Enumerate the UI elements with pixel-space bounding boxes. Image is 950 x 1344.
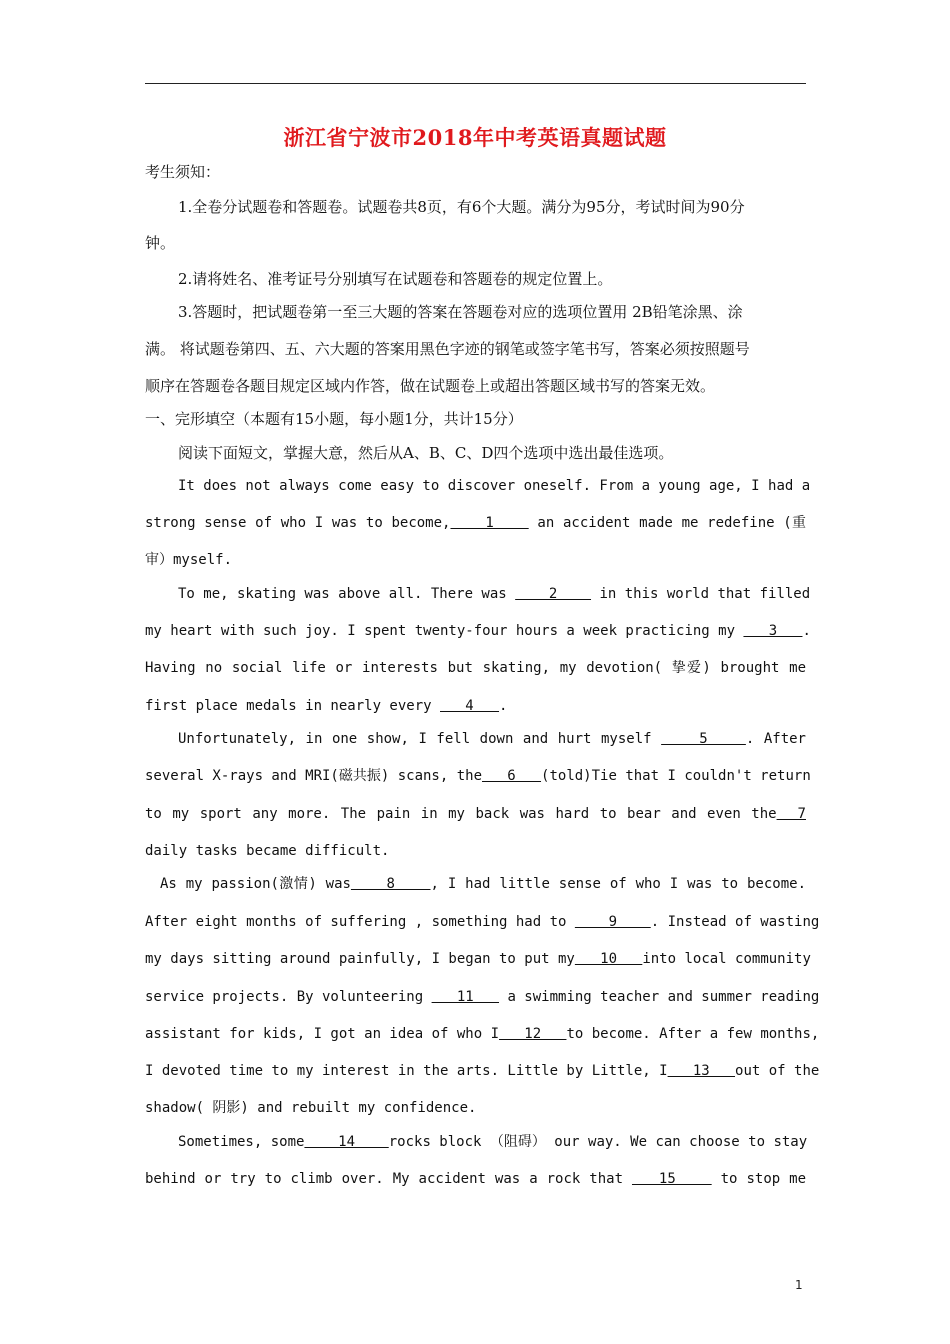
- notice-item-3-cont-1: 满。 将试题卷第四、五、六大题的答案用黑色字迹的钢笔或签字笔书写，答案必须按照题号: [145, 340, 750, 358]
- passage-line-14: my days sitting around painfully, I began to put my 10 into local community: [145, 951, 811, 967]
- blank-3[interactable]: 3: [743, 623, 803, 639]
- blank-12[interactable]: 12: [499, 1026, 567, 1042]
- passage-line-19: Sometimes, some 14 rocks block （阻碍） our way. We can choose to stay: [178, 1134, 808, 1150]
- blank-11[interactable]: 11: [431, 989, 500, 1005]
- blank-4[interactable]: 4: [440, 698, 500, 714]
- passage-line-13: After eight months of suffering , something had to 9 . Instead of wasting: [145, 914, 820, 930]
- blank-5[interactable]: 5: [661, 731, 746, 747]
- blank-10[interactable]: 10: [574, 951, 643, 967]
- page-number: 1: [795, 1278, 803, 1292]
- section-instruction: 阅读下面短文，掌握大意，然后从A、B、C、D四个选项中选出最佳选项。: [178, 444, 674, 462]
- passage-line-2: strong sense of who I was to become, 1 an accident made me redefine (重: [145, 515, 807, 531]
- notice-item-3: 3.答题时，把试题卷第一至三大题的答案在答题卷对应的选项位置用 2B铅笔涂黑、涂: [178, 303, 743, 321]
- passage-line-15: service projects. By volunteering 11 a swimming teacher and summer reading: [145, 989, 820, 1005]
- notice-item-1-cont: 钟。: [145, 234, 176, 252]
- passage-line-6: Having no social life or interests but skating, my devotion( 挚爱) brought me: [145, 660, 806, 676]
- notice-heading: 考生须知：: [145, 163, 221, 181]
- blank-9[interactable]: 9: [574, 914, 651, 930]
- notice-item-1: 1.全卷分试题卷和答题卷。试题卷共8页，有6个大题。满分为95分，考试时间为90分: [178, 198, 745, 216]
- blank-13[interactable]: 13: [667, 1063, 736, 1079]
- blank-6[interactable]: 6: [482, 768, 542, 784]
- passage-line-11: daily tasks became difficult.: [145, 843, 390, 859]
- passage-line-3: 审）myself.: [145, 552, 233, 568]
- blank-15[interactable]: 15: [631, 1171, 712, 1187]
- blank-2[interactable]: 2: [515, 586, 592, 602]
- passage-line-7: first place medals in nearly every 4 .: [145, 698, 508, 714]
- page-title: 浙江省宁波市2018年中考英语真题试题: [283, 125, 667, 150]
- section-heading: 一、完形填空（本题有15小题，每小题1分，共计15分）: [145, 410, 523, 428]
- passage-line-16: assistant for kids, I got an idea of who I 12 to become. After a few months,: [145, 1026, 820, 1042]
- passage-line-8: Unfortunately, in one show, I fell down and hurt myself 5 . After: [178, 731, 806, 747]
- blank-1[interactable]: 1: [450, 515, 529, 531]
- passage-line-9: several X-rays and MRI(磁共振) scans, the 6 (told)Tie that I couldn't return: [145, 768, 811, 784]
- passage-line-1: It does not always come easy to discover oneself. From a young age, I had a: [178, 478, 811, 494]
- blank-7[interactable]: 7: [776, 806, 806, 822]
- passage-line-4: To me, skating was above all. There was 2 in this world that filled: [178, 586, 811, 602]
- blank-14[interactable]: 14: [304, 1134, 389, 1150]
- passage-line-10: to my sport any more. The pain in my back was hard to bear and even the 7: [145, 806, 806, 822]
- passage-line-20: behind or try to climb over. My accident was a rock that 15 to stop me: [145, 1171, 807, 1187]
- notice-item-3-cont-2: 顺序在答题卷各题目规定区域内作答，做在试题卷上或超出答题区域书写的答案无效。: [145, 377, 716, 395]
- notice-item-2: 2.请将姓名、准考证号分别填写在试题卷和答题卷的规定位置上。: [178, 270, 613, 288]
- passage-line-5: my heart with such joy. I spent twenty-four hours a week practicing my 3 .: [145, 623, 811, 639]
- blank-8[interactable]: 8: [350, 876, 431, 892]
- passage-line-18: shadow( 阴影) and rebuilt my confidence.: [145, 1100, 477, 1116]
- passage-line-17: I devoted time to my interest in the arts. Little by Little, I 13 out of the: [145, 1063, 820, 1079]
- header-rule: [145, 83, 806, 84]
- passage-line-12: As my passion(激情) was 8 , I had little sense of who I was to become.: [160, 876, 806, 892]
